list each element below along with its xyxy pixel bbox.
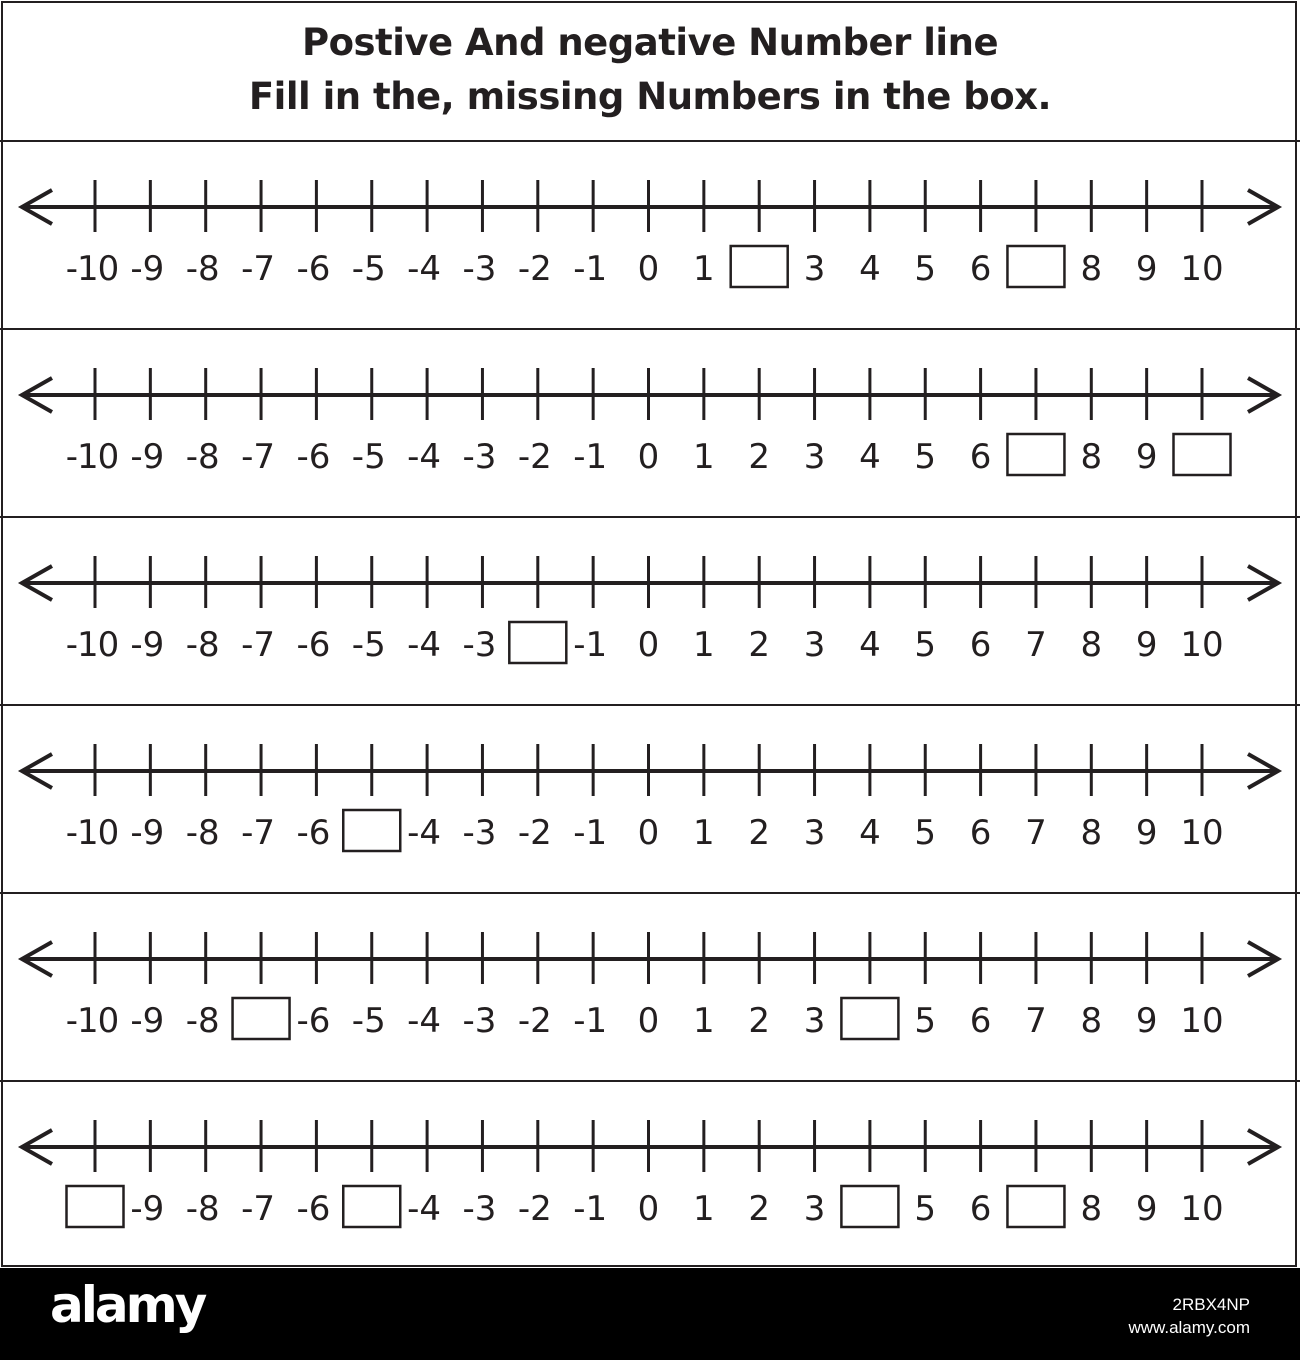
tick-label: -6 (296, 437, 331, 477)
tick-label: -10 (65, 813, 119, 853)
worksheet-title: Postive And negative Number line (301, 21, 999, 64)
answer-box[interactable] (1007, 434, 1064, 475)
tick-label: 0 (637, 1189, 660, 1229)
tick-label: -8 (185, 1189, 220, 1229)
tick-label: 5 (914, 1001, 937, 1041)
tick-label: 0 (637, 437, 660, 477)
tick-label: -3 (462, 1001, 497, 1041)
watermark-footer (0, 1268, 1300, 1360)
tick-label: 0 (637, 249, 660, 289)
tick-label: 5 (914, 1189, 937, 1229)
tick-label: 3 (803, 625, 826, 665)
tick-label: 9 (1135, 1001, 1158, 1041)
worksheet-header (0, 0, 1300, 142)
tick-label: 3 (803, 249, 826, 289)
tick-label: -6 (296, 1001, 331, 1041)
tick-label: -7 (241, 437, 276, 477)
tick-label: -8 (185, 813, 220, 853)
tick-label: 7 (1025, 625, 1047, 665)
tick-label: 5 (914, 437, 937, 477)
number-line (0, 518, 1300, 706)
tick-label: -4 (407, 813, 442, 853)
tick-label: 1 (693, 437, 715, 477)
tick-label: -7 (241, 625, 276, 665)
tick-label: 2 (748, 625, 771, 665)
tick-label: -4 (407, 249, 442, 289)
tick-label: 8 (1080, 1189, 1103, 1229)
tick-label: -9 (130, 1189, 165, 1229)
tick-label: 1 (693, 813, 715, 853)
tick-label: 4 (859, 813, 881, 853)
tick-label: -7 (241, 813, 276, 853)
tick-label: -8 (185, 1001, 220, 1041)
tick-label: 6 (969, 437, 992, 477)
tick-label: 3 (803, 1189, 826, 1229)
answer-box[interactable] (841, 998, 898, 1039)
tick-label: -2 (517, 437, 552, 477)
tick-label: -10 (65, 1001, 119, 1041)
answer-box[interactable] (509, 622, 566, 663)
tick-label: 10 (1180, 1001, 1224, 1041)
tick-label: 4 (859, 437, 881, 477)
tick-label: -1 (573, 1001, 608, 1041)
tick-label: 10 (1180, 1189, 1224, 1229)
tick-label: 2 (748, 1189, 771, 1229)
tick-label: -5 (351, 437, 386, 477)
tick-label: 3 (803, 813, 826, 853)
tick-label: -9 (130, 249, 165, 289)
number-line-row (0, 142, 1300, 330)
tick-label: 8 (1080, 249, 1103, 289)
tick-label: -8 (185, 249, 220, 289)
tick-label: -5 (351, 625, 386, 665)
tick-label: 9 (1135, 437, 1158, 477)
answer-box[interactable] (233, 998, 290, 1039)
tick-label: 5 (914, 625, 937, 665)
tick-label: 4 (859, 249, 881, 289)
tick-label: -9 (130, 813, 165, 853)
number-line-row (0, 894, 1300, 1082)
answer-box[interactable] (1007, 1186, 1064, 1227)
tick-label: -2 (517, 813, 552, 853)
site-url: www.alamy.com (1128, 1318, 1250, 1337)
number-line (0, 142, 1300, 330)
tick-label: 7 (1025, 1001, 1047, 1041)
tick-label: -1 (573, 437, 608, 477)
image-id: 2RBX4NP (1172, 1295, 1250, 1314)
tick-label: -3 (462, 1189, 497, 1229)
tick-label: -8 (185, 437, 220, 477)
number-line (0, 894, 1300, 1082)
tick-label: -9 (130, 1001, 165, 1041)
tick-label: 0 (637, 1001, 660, 1041)
tick-label: -2 (517, 1189, 552, 1229)
tick-label: -1 (573, 625, 608, 665)
tick-label: -1 (573, 249, 608, 289)
tick-label: -4 (407, 1189, 442, 1229)
tick-label: 9 (1135, 625, 1158, 665)
answer-box[interactable] (343, 810, 400, 851)
tick-label: -10 (65, 625, 119, 665)
tick-label: 7 (1025, 813, 1047, 853)
tick-label: 8 (1080, 813, 1103, 853)
worksheet-instructions: Fill in the, missing Numbers in the box. (248, 75, 1052, 118)
number-line (0, 330, 1300, 518)
answer-box[interactable] (67, 1186, 124, 1227)
tick-label: 1 (693, 1001, 715, 1041)
number-line (0, 1082, 1300, 1268)
number-line-row (0, 1082, 1300, 1268)
tick-label: -9 (130, 437, 165, 477)
tick-label: 10 (1180, 625, 1224, 665)
tick-label: -6 (296, 249, 331, 289)
tick-label: -1 (573, 813, 608, 853)
tick-label: -6 (296, 1189, 331, 1229)
tick-label: 9 (1135, 813, 1158, 853)
tick-label: 2 (748, 437, 771, 477)
tick-label: -4 (407, 437, 442, 477)
tick-label: 1 (693, 249, 715, 289)
tick-label: -2 (517, 249, 552, 289)
tick-label: 2 (748, 813, 771, 853)
tick-label: 3 (803, 437, 826, 477)
tick-label: -1 (573, 1189, 608, 1229)
alamy-logo: alamy (50, 1276, 205, 1334)
tick-label: 10 (1180, 249, 1224, 289)
tick-label: -8 (185, 625, 220, 665)
tick-label: 1 (693, 625, 715, 665)
tick-label: -3 (462, 437, 497, 477)
tick-label: -3 (462, 625, 497, 665)
number-line-row (0, 706, 1300, 894)
number-line-row (0, 518, 1300, 706)
tick-label: 8 (1080, 625, 1103, 665)
tick-label: -10 (65, 249, 119, 289)
tick-label: -2 (517, 1001, 552, 1041)
answer-box[interactable] (731, 246, 788, 287)
tick-label: -3 (462, 813, 497, 853)
tick-label: -7 (241, 1189, 276, 1229)
tick-label: 2 (748, 1001, 771, 1041)
answer-box[interactable] (1174, 434, 1231, 475)
tick-label: 6 (969, 249, 992, 289)
tick-label: 6 (969, 813, 992, 853)
tick-label: -6 (296, 813, 331, 853)
tick-label: -6 (296, 625, 331, 665)
tick-label: 10 (1180, 813, 1224, 853)
number-line-row (0, 330, 1300, 518)
tick-label: 5 (914, 813, 937, 853)
tick-label: 6 (969, 625, 992, 665)
answer-box[interactable] (343, 1186, 400, 1227)
answer-box[interactable] (841, 1186, 898, 1227)
tick-label: 6 (969, 1001, 992, 1041)
tick-label: 6 (969, 1189, 992, 1229)
tick-label: -10 (65, 437, 119, 477)
tick-label: 5 (914, 249, 937, 289)
answer-box[interactable] (1007, 246, 1064, 287)
tick-label: -9 (130, 625, 165, 665)
tick-label: -5 (351, 249, 386, 289)
tick-label: -4 (407, 625, 442, 665)
tick-label: 0 (637, 625, 660, 665)
tick-label: -5 (351, 1001, 386, 1041)
tick-label: -3 (462, 249, 497, 289)
tick-label: 1 (693, 1189, 715, 1229)
tick-label: 8 (1080, 1001, 1103, 1041)
tick-label: -7 (241, 249, 276, 289)
tick-label: 4 (859, 625, 881, 665)
number-line (0, 706, 1300, 894)
tick-label: 0 (637, 813, 660, 853)
tick-label: -4 (407, 1001, 442, 1041)
tick-label: 3 (803, 1001, 826, 1041)
tick-label: 9 (1135, 1189, 1158, 1229)
tick-label: 9 (1135, 249, 1158, 289)
tick-label: 8 (1080, 437, 1103, 477)
